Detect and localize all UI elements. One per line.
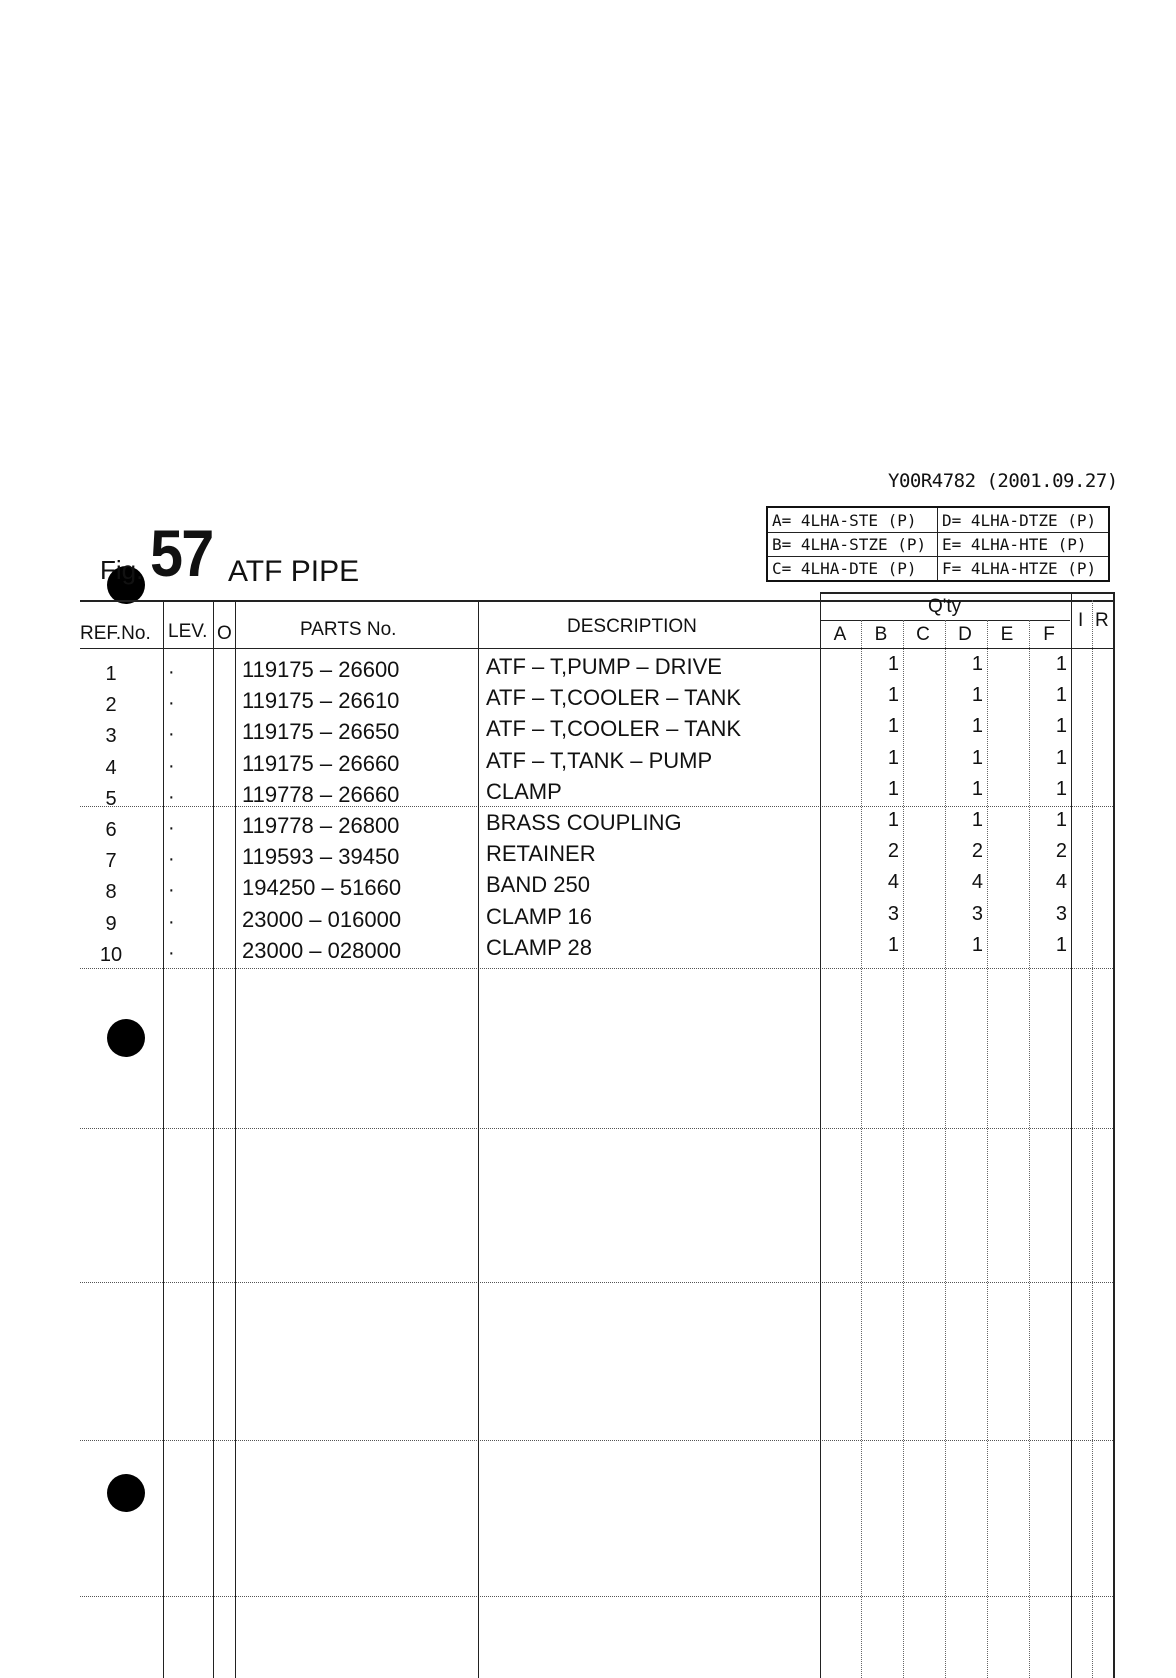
part-number: 23000 – 028000 xyxy=(242,938,402,963)
qty-d: 1 xyxy=(971,653,983,675)
qty-b: 1 xyxy=(887,684,899,706)
part-number: 23000 – 016000 xyxy=(242,907,402,932)
qty-f: 1 xyxy=(1055,653,1067,675)
part-number: 119593 – 39450 xyxy=(242,844,400,869)
qty-d: 1 xyxy=(971,809,983,831)
figure-prefix: Fig. xyxy=(100,555,144,585)
qty-b: 1 xyxy=(887,747,899,769)
ref-no: 1 xyxy=(105,663,117,685)
model-a: A= 4LHA-STE (P) xyxy=(772,511,917,530)
qty-f: 1 xyxy=(1055,684,1067,706)
description: RETAINER xyxy=(486,841,596,866)
header-col-f: F xyxy=(1043,624,1055,645)
header-description: DESCRIPTION xyxy=(567,616,697,637)
description: CLAMP 28 xyxy=(486,935,592,960)
ref-no: 7 xyxy=(105,850,117,872)
qty-d: 1 xyxy=(971,934,983,956)
qty-b: 1 xyxy=(887,653,899,675)
header-lev: LEV. xyxy=(168,621,208,642)
ref-no: 9 xyxy=(105,913,117,935)
model-c: C= 4LHA-DTE (P) xyxy=(772,559,917,578)
header-r: R xyxy=(1095,610,1109,631)
description: ATF – T,COOLER – TANK xyxy=(486,716,742,741)
qty-b: 1 xyxy=(887,934,899,956)
ref-no: 5 xyxy=(105,788,117,810)
qty-f: 4 xyxy=(1055,871,1067,893)
qty-f: 2 xyxy=(1055,840,1067,862)
description: CLAMP xyxy=(486,779,562,804)
qty-d: 4 xyxy=(971,871,983,893)
ref-no: 3 xyxy=(105,725,117,747)
qty-d: 3 xyxy=(971,903,983,925)
ref-no: 8 xyxy=(105,881,117,903)
level-dot: · xyxy=(168,723,175,745)
qty-b: 4 xyxy=(887,871,899,893)
qty-b: 1 xyxy=(887,715,899,737)
header-col-b: B xyxy=(874,624,888,645)
part-number: 119175 – 26650 xyxy=(242,719,400,744)
qty-d: 2 xyxy=(971,840,983,862)
level-dot: · xyxy=(168,661,175,683)
ref-no: 6 xyxy=(105,819,117,841)
header-col-d: D xyxy=(958,624,972,645)
qty-d: 1 xyxy=(971,778,983,800)
qty-f: 1 xyxy=(1055,934,1067,956)
qty-b: 3 xyxy=(887,903,899,925)
model-b: B= 4LHA-STZE (P) xyxy=(772,535,927,554)
part-number: 119175 – 26600 xyxy=(242,657,400,682)
level-dot: · xyxy=(168,848,175,870)
level-dot: · xyxy=(168,692,175,714)
level-dot: · xyxy=(168,786,175,808)
figure-title: ATF PIPE xyxy=(228,555,360,588)
header-col-a: A xyxy=(833,624,847,645)
level-dot: · xyxy=(168,755,175,777)
document-id: Y00R4782 (2001.09.27) xyxy=(888,470,1118,492)
qty-d: 1 xyxy=(971,747,983,769)
qty-f: 1 xyxy=(1055,715,1067,737)
model-legend xyxy=(766,506,1110,582)
ref-no: 10 xyxy=(99,944,123,966)
description: ATF – T,PUMP – DRIVE xyxy=(486,654,722,679)
qty-b: 1 xyxy=(887,809,899,831)
model-e: E= 4LHA-HTE (P) xyxy=(942,535,1087,554)
part-number: 119175 – 26610 xyxy=(242,688,400,713)
qty-f: 1 xyxy=(1055,747,1067,769)
qty-f: 1 xyxy=(1055,809,1067,831)
level-dot: · xyxy=(168,942,175,964)
ref-no: 4 xyxy=(105,757,117,779)
qty-b: 1 xyxy=(887,778,899,800)
description: CLAMP 16 xyxy=(486,904,592,929)
level-dot: · xyxy=(168,817,175,839)
header-ref-no: REF.No. xyxy=(80,623,151,644)
qty-f: 3 xyxy=(1055,903,1067,925)
header-col-e: E xyxy=(1000,624,1014,645)
qty-f: 1 xyxy=(1055,778,1067,800)
level-dot: · xyxy=(168,879,175,901)
header-parts-no: PARTS No. xyxy=(300,619,397,640)
part-number: 119778 – 26800 xyxy=(242,813,400,838)
description: BRASS COUPLING xyxy=(486,810,682,835)
description: BAND 250 xyxy=(486,872,590,897)
qty-d: 1 xyxy=(971,684,983,706)
part-number: 119778 – 26660 xyxy=(242,782,400,807)
part-number: 194250 – 51660 xyxy=(242,875,402,900)
model-d: D= 4LHA-DTZE (P) xyxy=(942,511,1097,530)
part-number: 119175 – 26660 xyxy=(242,751,400,776)
header-o: O xyxy=(217,623,232,644)
binder-hole-bottom xyxy=(107,1474,145,1512)
ref-no: 2 xyxy=(105,694,117,716)
qty-b: 2 xyxy=(887,840,899,862)
description: ATF – T,COOLER – TANK xyxy=(486,685,742,710)
qty-d: 1 xyxy=(971,715,983,737)
binder-hole-middle xyxy=(107,1019,145,1057)
level-dot: · xyxy=(168,911,175,933)
header-i: I xyxy=(1078,610,1084,631)
header-col-c: C xyxy=(916,624,930,645)
figure-number: 57 xyxy=(150,516,213,590)
description: ATF – T,TANK – PUMP xyxy=(486,748,713,773)
header-qty: Q'ty xyxy=(928,596,962,617)
model-f: F= 4LHA-HTZE (P) xyxy=(942,559,1097,578)
